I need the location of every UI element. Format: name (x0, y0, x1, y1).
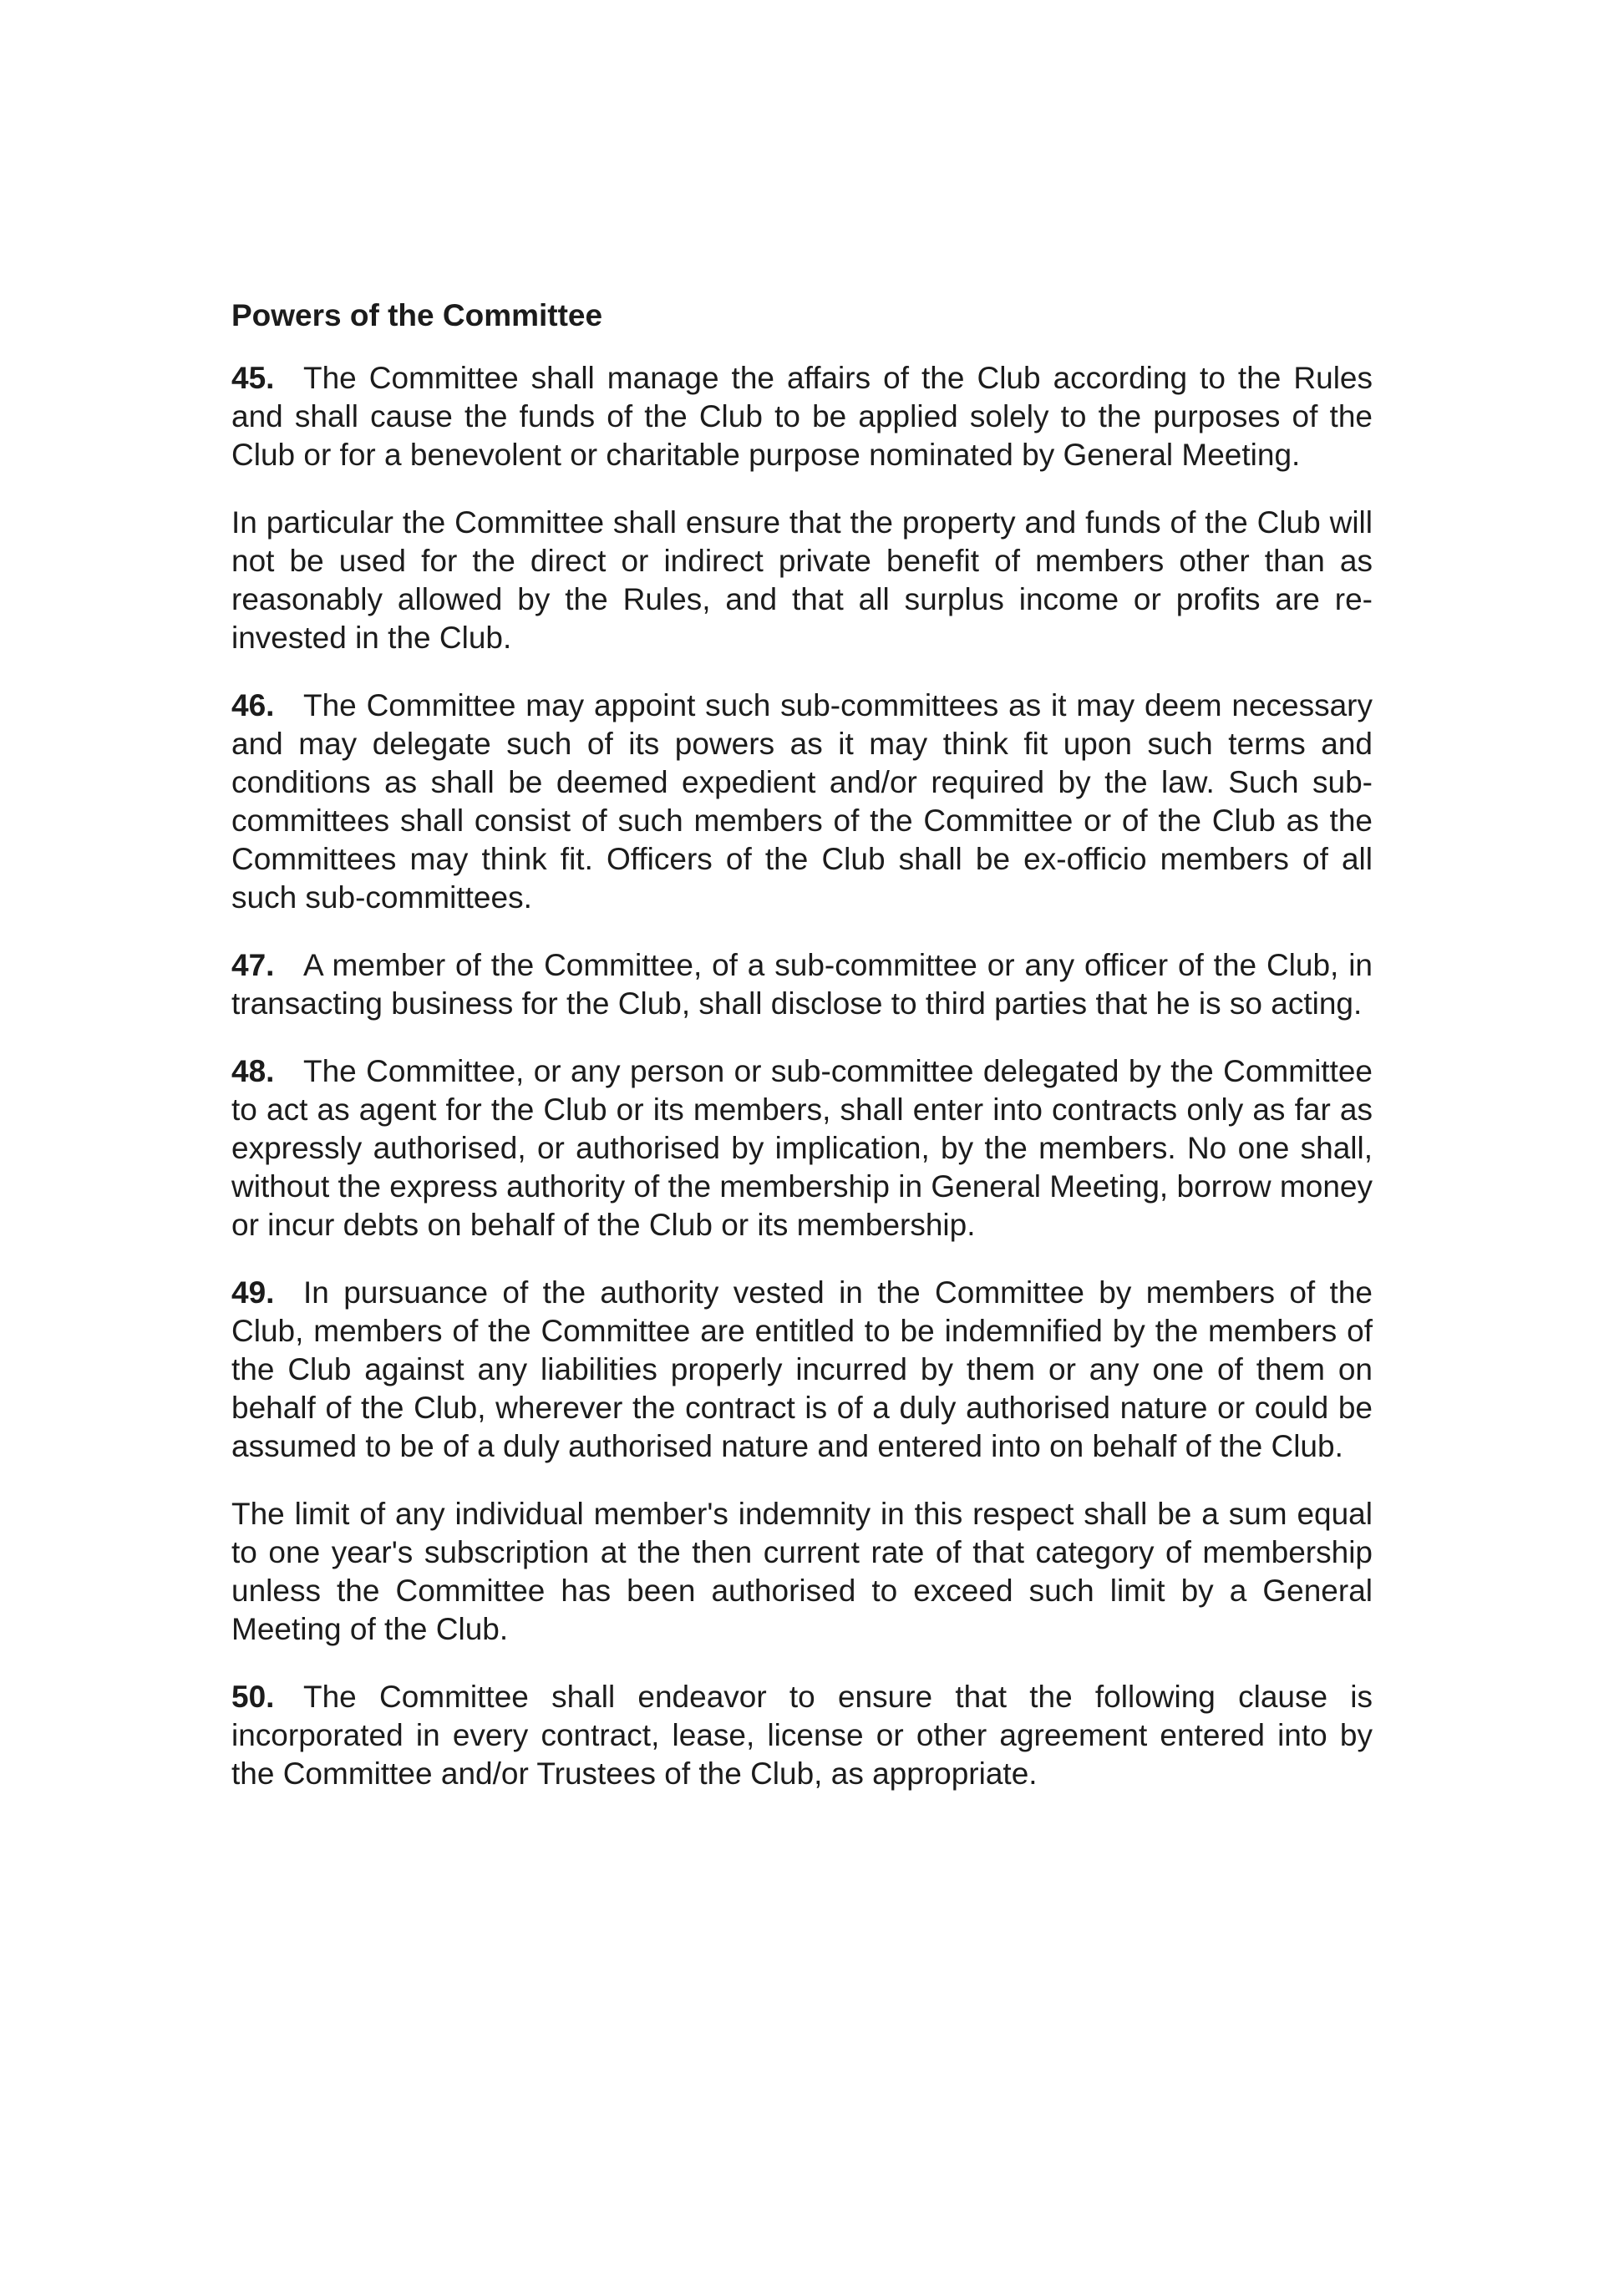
clause-number: 46. (231, 688, 275, 723)
clause-text: The Committee may appoint such sub-committees as it may deem necessary and may delegate such of its powers as it may think fit upon such terms and conditions as shall be deemed expedient and/or required by the law. Such sub-committees shall consist of such members of the Committee or of the Club as the Committees may think fit. Officers of the Club shall be ex-officio members of all such sub-committees. (231, 688, 1373, 915)
clause-49-continuation: The limit of any individual member's indemnity in this respect shall be a sum equal to one year's subscription at the then current rate of that category of membership unless the Committee has been authorised to exceed such limit by a General Meeting of the Club. (231, 1497, 1373, 1647)
clause-49 (231, 1274, 1373, 1466)
clause-number: 48. (231, 1054, 275, 1089)
clause-47 (231, 946, 1373, 1023)
clause-50 (231, 1678, 1373, 1793)
clause-46 (231, 687, 1373, 917)
document-page (231, 297, 1373, 1822)
clause-text: The Committee shall manage the affairs of the Club according to the Rules and shall cause the funds of the Club to be applied solely to the purposes of the Club or for a benevolent or charitable purpose nominated by General Meeting. (231, 361, 1373, 473)
clause-number: 45. (231, 361, 275, 396)
clause-45-continuation: In particular the Committee shall ensure that the property and funds of the Club will not be used for the direct or indirect private benefit of members other than as reasonably allowed by the Rules, and that all surplus income or profits are re-invested in the Club. (231, 505, 1373, 656)
clause-text: The Committee, or any person or sub-committee delegated by the Committee to act as agent for the Club or its members, shall enter into contracts only as far as expressly authorised, or authorised by implication, by the members. No one shall, without the express authority of the membership in General Meeting, borrow money or incur debts on behalf of the Club or its membership. (231, 1054, 1373, 1243)
section-heading: Powers of the Committee (231, 298, 603, 332)
clause-45 (231, 359, 1373, 474)
clause-number: 50. (231, 1680, 275, 1715)
clause-48 (231, 1052, 1373, 1244)
clause-text: In pursuance of the authority vested in the Committee by members of the Club, members of the Committee are entitled to be indemnified by the members of the Club against any liabilities properly incurred by them or any one of them on behalf of the Club, wherever the contract is of a duly authorised nature or could be assumed to be of a duly authorised nature and entered into on behalf of the Club. (231, 1275, 1373, 1464)
clause-number: 47. (231, 948, 275, 983)
clause-text: The Committee shall endeavor to ensure that the following clause is incorporated in every contract, lease, license or other agreement entered into by the Committee and/or Trustees of the Club, as appropriate. (231, 1680, 1373, 1792)
clause-text: A member of the Committee, of a sub-committee or any officer of the Club, in transacting business for the Club, shall disclose to third parties that he is so acting. (231, 948, 1373, 1021)
clause-number: 49. (231, 1275, 275, 1310)
